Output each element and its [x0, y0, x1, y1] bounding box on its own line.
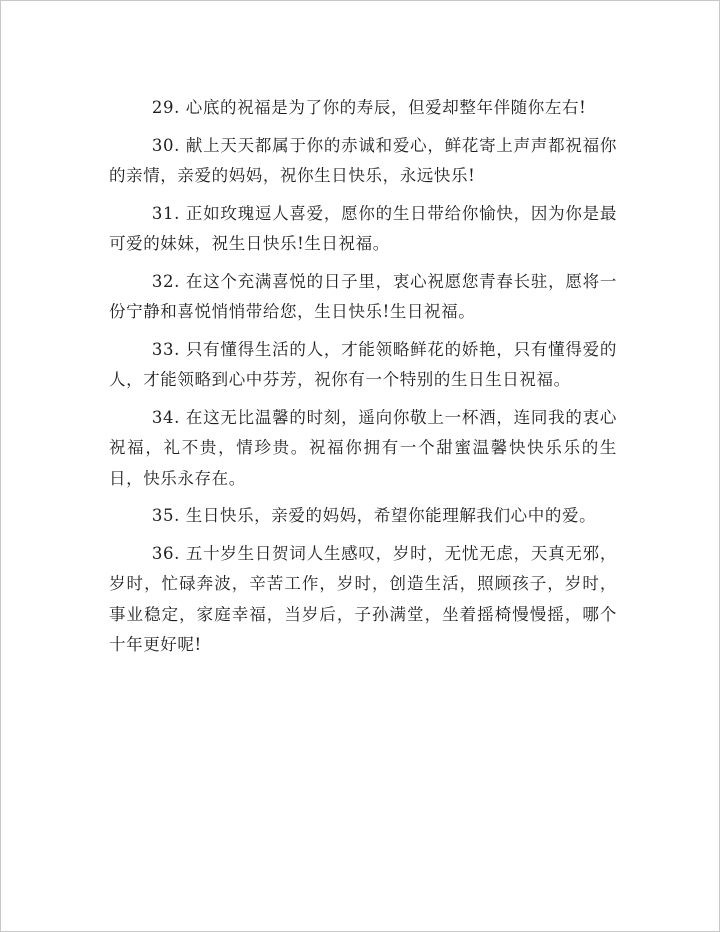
paragraph-34: 34. 在这无比温馨的时刻，遥向你敬上一杯酒，连同我的衷心祝福，礼不贵，情珍贵。祝福你拥有一个甜蜜温馨快快乐乐的生日，快乐永存在。 [109, 407, 617, 488]
paragraph-33: 33. 只有懂得生活的人，才能领略鲜花的娇艳，只有懂得爱的人，才能领略到心中芬芳，祝你有一个特别的生日生日祝福。 [109, 339, 617, 389]
paragraph-29: 29. 心底的祝福是为了你的寿辰，但爱却整年伴随你左右! [151, 98, 587, 117]
paragraph-36: 36. 五十岁生日贺词人生感叹，岁时，无忧无虑，天真无邪，岁时，忙碌奔波，辛苦工作，岁时，创造生活，照顾孩子，岁时，事业稳定，家庭幸福，当岁后，子孙满堂，坐着摇椅慢慢摇，哪个十年更好呢! [109, 543, 617, 654]
document-body [109, 93, 617, 661]
paragraph-31: 31. 正如玫瑰逗人喜爱，愿你的生日带给你愉快，因为你是最可爱的妹妹，祝生日快乐!生日祝福。 [109, 203, 617, 253]
paragraph-35: 35. 生日快乐，亲爱的妈妈，希望你能理解我们心中的爱。 [151, 506, 597, 525]
paragraph-32: 32. 在这个充满喜悦的日子里，衷心祝愿您青春长驻，愿将一份宁静和喜悦悄悄带给您，生日快乐!生日祝福。 [109, 271, 617, 321]
paragraph-30: 30. 献上天天都属于你的赤诚和爱心，鲜花寄上声声都祝福你的亲情，亲爱的妈妈，祝你生日快乐，永远快乐! [109, 135, 617, 185]
